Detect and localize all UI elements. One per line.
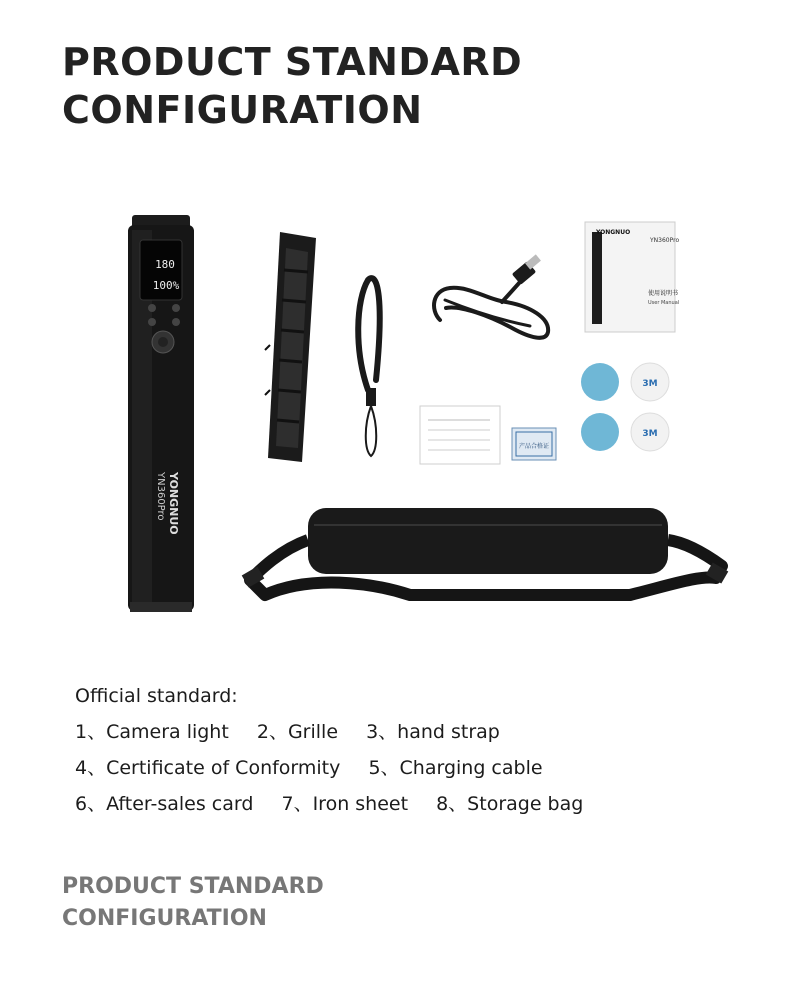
display-value-2: 100% bbox=[152, 279, 180, 292]
configuration-row-1 bbox=[75, 714, 605, 750]
product-accessories-photo bbox=[110, 210, 730, 620]
manual-brand-label: YONGNUO bbox=[596, 229, 631, 236]
certificate-of-conformity bbox=[512, 428, 556, 460]
list-item: 7、Iron sheet bbox=[281, 793, 409, 815]
light-model-label: YN360Pro bbox=[155, 472, 166, 521]
footer-title-line-2: CONFIGURATION bbox=[62, 906, 267, 931]
storage-bag bbox=[242, 508, 729, 595]
page-title-line-1: PRODUCT STANDARD bbox=[62, 40, 523, 84]
after-sales-card bbox=[420, 406, 500, 464]
light-brand-label: YONGNUO bbox=[167, 472, 180, 535]
display-value-1: 180 bbox=[155, 258, 175, 271]
list-item: 3、hand strap bbox=[366, 721, 500, 743]
manual-subtitle-label: User Manual bbox=[648, 300, 680, 306]
grille bbox=[265, 232, 316, 462]
iron-sheets bbox=[581, 363, 669, 451]
footer-title bbox=[62, 871, 324, 935]
page-title bbox=[62, 38, 522, 134]
list-item: 8、Storage bag bbox=[436, 793, 584, 815]
list-item: 4、Certificate of Conformity bbox=[75, 757, 341, 779]
configuration-row-3 bbox=[75, 786, 605, 822]
list-item: 6、After-sales card bbox=[75, 793, 254, 815]
list-item: 5、Charging cable bbox=[368, 757, 543, 779]
list-item: 2、Grille bbox=[256, 721, 339, 743]
hand-strap bbox=[358, 278, 379, 456]
tape-brand-label-2: 3M bbox=[642, 429, 658, 439]
manual-title-label: 使用说明书 bbox=[648, 290, 679, 297]
page-title-line-2: CONFIGURATION bbox=[62, 88, 423, 132]
configuration-heading: Official standard: bbox=[75, 685, 238, 707]
certificate-label: 产品合格证 bbox=[518, 443, 550, 450]
configuration-list bbox=[75, 678, 605, 822]
tape-brand-label-1: 3M bbox=[642, 379, 658, 389]
user-manual bbox=[585, 222, 679, 332]
manual-model-label: YN360Pro bbox=[650, 237, 680, 244]
footer-title-line-1: PRODUCT STANDARD bbox=[62, 874, 324, 899]
configuration-row-2 bbox=[75, 750, 605, 786]
camera-light bbox=[128, 215, 194, 612]
list-item: 1、Camera light bbox=[75, 721, 229, 743]
charging-cable bbox=[434, 254, 548, 337]
